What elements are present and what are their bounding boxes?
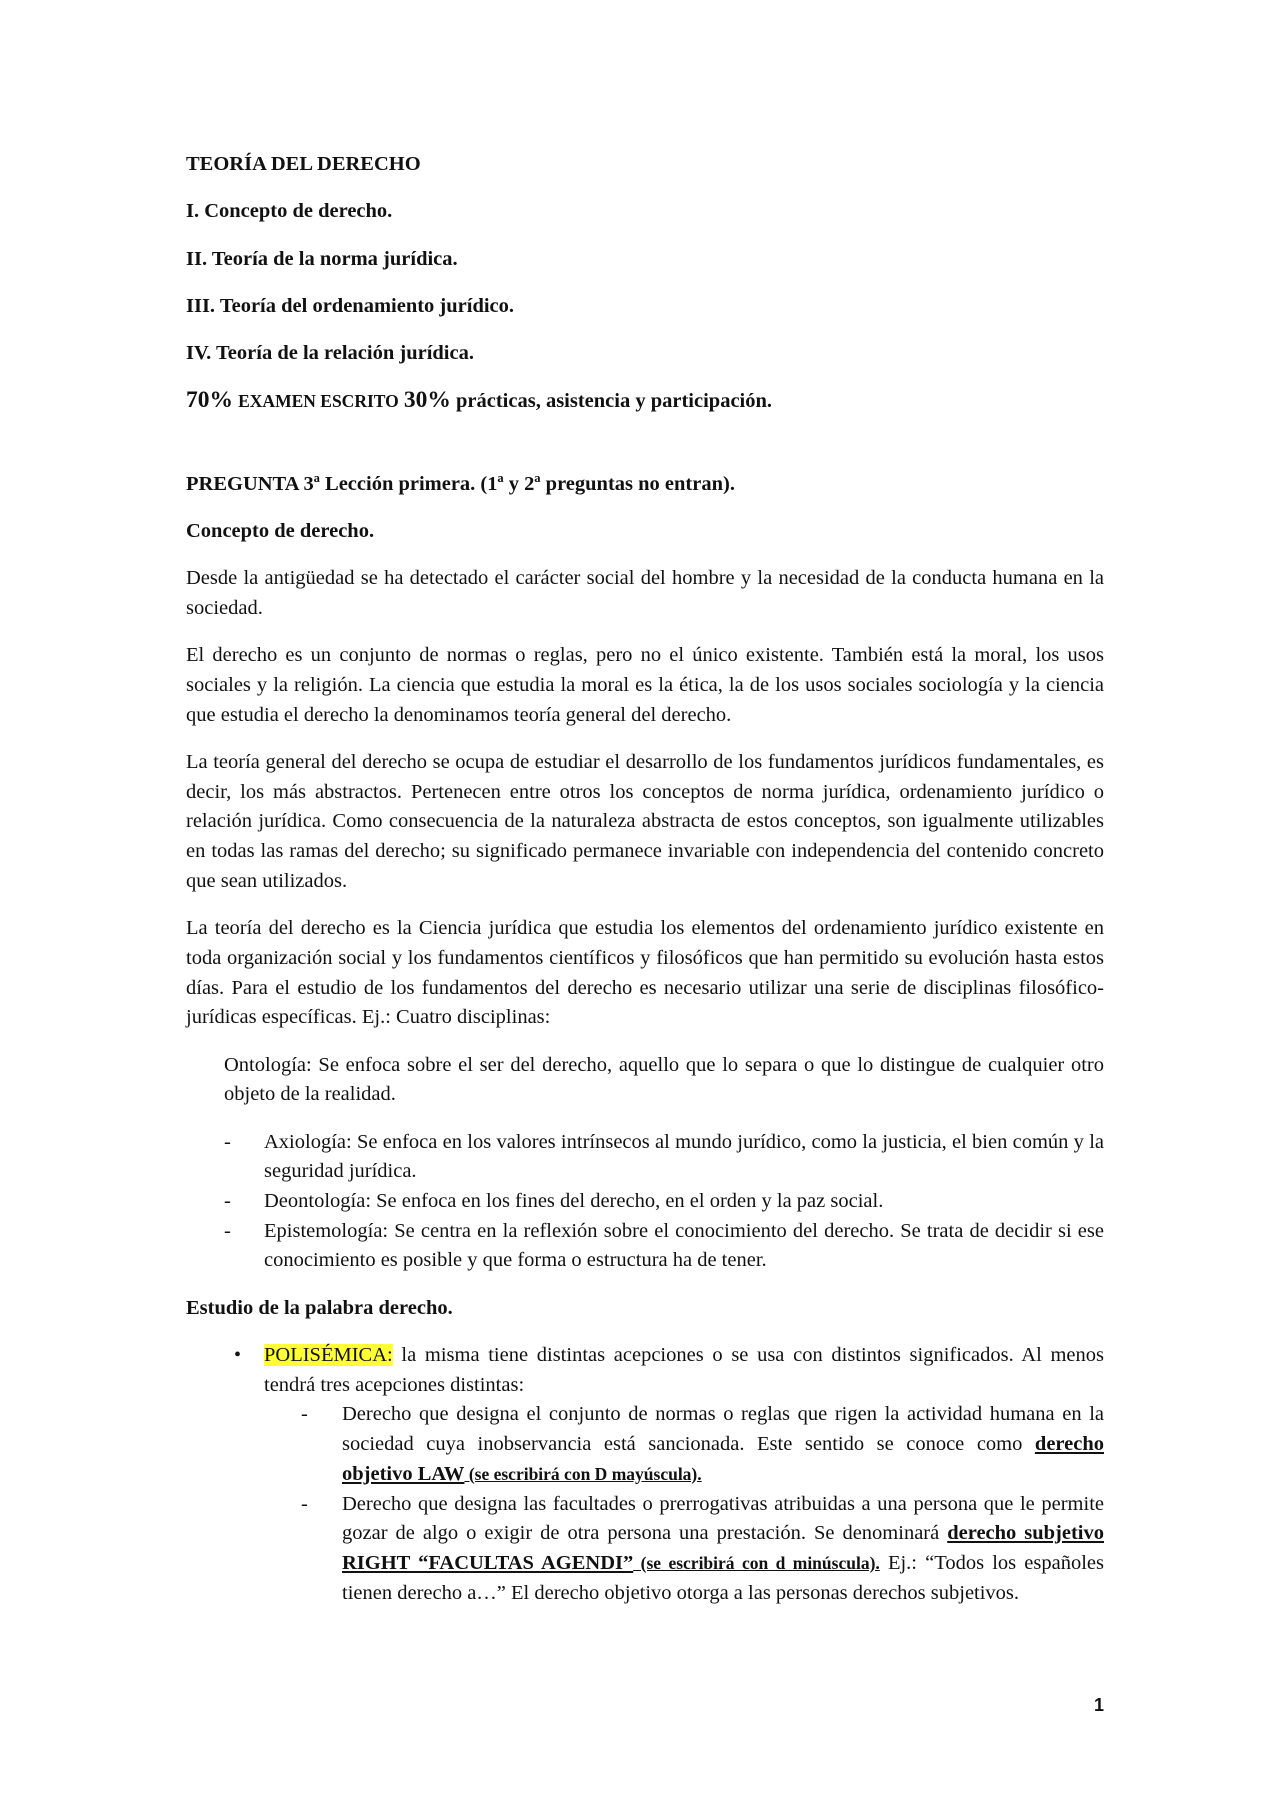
polisemica-text: la misma tiene distintas acepciones o se usa con distintos significados. Al menos tendrá tres acepciones distintas: <box>264 1344 1104 1396</box>
document-title: TEORÍA DEL DERECHO <box>186 153 421 175</box>
syllabus-item-1: I. Concepto de derecho. <box>186 200 393 223</box>
list-item <box>186 1400 1104 1489</box>
acepcion-2-term: derecho subjetivo RIGHT “FACULTAS AGENDI” <box>342 1522 1105 1574</box>
paragraph-2: El derecho es un conjunto de normas o reglas, pero no el único existente. También está la moral, los usos sociales y la religión. La ciencia que estudia la moral es la ética, la de los usos sociales sociología y la ciencia que estudia el derecho la denominamos teoría general del derecho. <box>186 644 1104 726</box>
list-item <box>186 1128 1104 1187</box>
dash-marker: - <box>301 1492 308 1515</box>
discipline-deontologia: Deontología: Se enfoca en los fines del derecho, en el orden y la paz social. <box>264 1190 884 1212</box>
grading-label-practice: prácticas, asistencia y participación. <box>456 390 773 413</box>
discipline-axiologia: Axiología: Se enfoca en los valores intrínsecos al mundo jurídico, como la justicia, el bien común y la seguridad jurídica. <box>264 1130 1104 1183</box>
page-number: 1 <box>1094 1695 1105 1715</box>
grading-pct-practice: 30% <box>403 387 451 414</box>
list-item <box>186 1490 1104 1609</box>
discipline-epistemologia: Epistemología: Se centra en la reflexión sobre el conocimiento del derecho. Se trata de decidir si ese conocimiento es posible y que forma o estructura ha de tener. <box>264 1219 1104 1272</box>
grading-pct-exam: 70% <box>186 387 233 414</box>
dash-marker: - <box>301 1403 308 1426</box>
acepcion-1-term: derecho objetivo LAW <box>342 1433 1104 1485</box>
acepcion-2-text: Derecho que designa las facultades o prerrogativas atribuidas a una persona que le permite gozar de algo o exigir de otra persona una prestación. Se denominará <box>342 1492 1104 1545</box>
syllabus-item-4: IV. Teoría de la relación jurídica. <box>186 342 474 365</box>
acepcion-2-note: (se escribirá con d minúscula). <box>633 1552 880 1573</box>
bullet-dot-icon: • <box>234 1344 242 1366</box>
paragraph-4: La teoría del derecho es la Ciencia jurídica que estudia los elementos del ordenamiento jurídico existente en toda organización social y los fundamentos científicos y filosóficos que han permitido su evolución hasta estos días. Para el estudio de los fundamentos del derecho es necesario utilizar una serie de disciplinas filosófico-jurídicas específicas. Ej.: Cuatro disciplinas: <box>186 917 1104 1029</box>
syllabus-item-3: III. Teoría del ordenamiento jurídico. <box>186 294 515 317</box>
ontologia-paragraph: Ontología: Se enfoca sobre el ser del derecho, aquello que lo separa o que lo distingue de cualquier otro objeto de la realidad. <box>224 1053 1104 1106</box>
document-page <box>186 150 1104 1608</box>
acepcion-1-text: Derecho que designa el conjunto de normas o reglas que rigen la actividad humana en la sociedad cuya inobservancia está sancionada. Este sentido se conoce como <box>342 1403 1104 1456</box>
question-heading: PREGUNTA 3ª Lección primera. (1ª y 2ª preguntas no entran). <box>186 472 735 495</box>
acepcion-1-note: (se escribirá con D mayúscula). <box>464 1463 702 1484</box>
bullet-polisemica <box>186 1341 1104 1400</box>
grading-label-exam: EXAMEN ESCRITO <box>238 391 399 412</box>
section-heading-concepto: Concepto de derecho. <box>186 520 375 543</box>
paragraph-1: Desde la antigüedad se ha detectado el carácter social del hombre y la necesidad de la conducta humana en la sociedad. <box>186 567 1104 620</box>
acepcion-2-tail: Ej.: “Todos los españoles tienen derecho a…” El derecho objetivo otorga a las personas derechos subjetivos. <box>342 1551 1104 1604</box>
list-item <box>186 1217 1104 1276</box>
dash-marker: - <box>224 1130 231 1153</box>
dash-marker: - <box>224 1219 231 1242</box>
section-heading-estudio: Estudio de la palabra derecho. <box>186 1296 453 1319</box>
list-item <box>186 1187 1104 1217</box>
paragraph-3: La teoría general del derecho se ocupa de estudiar el desarrollo de los fundamentos jurídicos fundamentales, es decir, los más abstractos. Pertenecen entre otros los conceptos de norma jurídica, ordenamiento jurídico o relación jurídica. Como consecuencia de la naturaleza abstracta de estos conceptos, son igualmente utilizables en todas las ramas del derecho; su significado permanece invariable con independencia del contenido concreto que sean utilizados. <box>186 751 1104 892</box>
highlighted-term: POLISÉMICA: <box>264 1344 393 1366</box>
grading-line <box>186 386 1104 417</box>
disciplines-list <box>186 1128 1104 1277</box>
syllabus-item-2: II. Teoría de la norma jurídica. <box>186 247 458 270</box>
dash-marker: - <box>224 1190 231 1212</box>
